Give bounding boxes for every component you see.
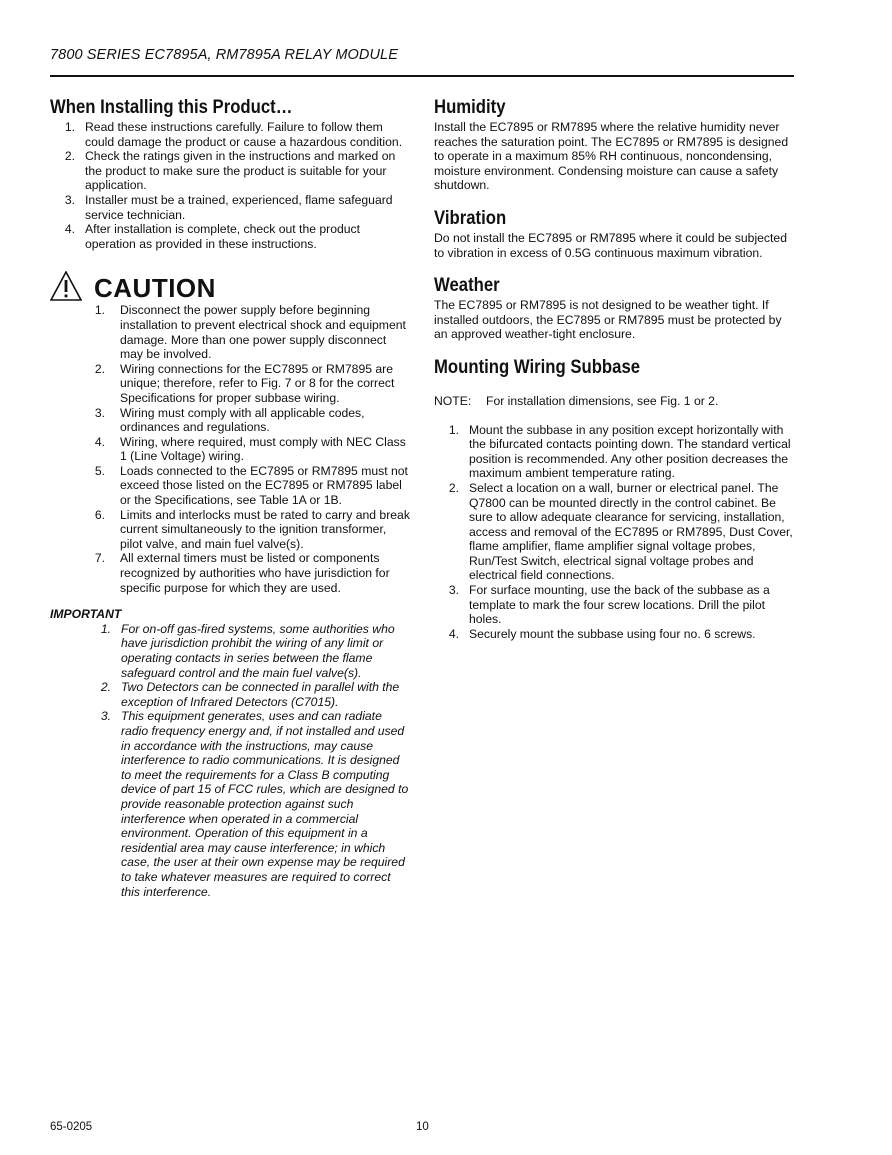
list-item: 2. Wiring connections for the EC7895 or RM7895 are unique; therefore, refer to Fig. 7 or 8 for the correct Specifications for proper subbase wiring. [94,361,395,405]
page-number: 10 [416,1121,429,1133]
weather-text: The EC7895 or RM7895 is not designed to be weather tight. If installed outdoors, the EC7895 or RM7895 must be protected by an approved weather-tight enclosure. [434,298,782,342]
list-item: 3. This equipment generates, uses and can radiate radio frequency energy and, if not installed and used in accordance with the instructions, may cause interference to radio communications. It is designed to meet the requirements for a Class B computing device of part 15 of FCC rules, which are designed to provide reasonable protection against such interference when operated in a commercial environment. Operation of this equipment in a residential area may cause interference; in which case, the user at their own expense may be required to take whatever measures are required to correct this interference. [100,709,409,899]
header-title: 7800 SERIES EC7895A, RM7895A RELAY MODULE [50,47,398,63]
installing-list [50,120,410,251]
installing-heading: When Installing this Product… [50,97,293,118]
page-header [50,47,794,77]
vibration-heading: Vibration [434,207,507,229]
document-number: 65-0205 [50,1121,93,1133]
humidity-heading: Humidity [434,97,506,118]
list-item: 1. Read these instructions carefully. Failure to follow them could damage the product or cause a hazardous condition. [64,120,403,149]
caution-header [50,271,410,307]
list-item: 6. Limits and interlocks must be rated to carry and break current simultaneously to the ignition transformer, pilot valve, and main fuel valve(s). [94,507,410,551]
mounting-note [434,394,796,409]
list-item: 2. Select a location on a wall, burner or electrical panel. The Q7800 can be mounted directly in the control cabinet. Be sure to allow adequate clearance for servicing, installation, access and removal of the EC7895 or RM7895, Dust Cover, flame amplifier, flame amplifier signal voltage probes, Run/Test Switch, electrical signal voltage probes and electrical field connections. [448,480,793,583]
list-item: 3. Installer must be a trained, experienced, flame safeguard service technician. [64,192,393,222]
weather-section [434,274,796,342]
important-heading: IMPORTANT [50,607,122,622]
list-item: 7. All external timers must be listed or components recognized by authorities who have jurisdiction for specific purpose for which they are used. [94,551,390,595]
list-item: 4. Securely mount the subbase using four no. 6 screws. [448,626,756,641]
caution-title: CAUTION [94,273,216,304]
mounting-heading: Mounting Wiring Subbase [434,356,641,378]
installing-section [50,96,410,251]
humidity-section [434,96,796,193]
list-item: 2. Check the ratings given in the instructions and marked on the product to make sure the product is suitable for your application. [64,149,396,193]
left-column [50,96,410,899]
vibration-text: Do not install the EC7895 or RM7895 where it could be subjected to vibration in excess of 0.5G continuous maximum vibration. [434,230,787,260]
warning-triangle-icon [50,271,82,301]
list-item: 4. After installation is complete, check out the product operation as provided in these instructions. [64,222,361,251]
list-item: 4. Wiring, where required, must comply with NEC Class 1 (Line Voltage) wiring. [94,434,406,464]
mounting-section [434,356,796,642]
list-item: 1. Disconnect the power supply before beginning installation to prevent electrical shock and equipment damage. More than one power supply disconnect may be involved. [94,303,406,362]
vibration-section [434,207,796,260]
weather-heading: Weather [434,275,500,297]
list-item: 1. For on-off gas-fired systems, some authorities who have jurisdiction prohibit the wiring of any limit or operating contacts in series between the flame safeguard control and the main fuel valve(s). [100,621,395,680]
note-label: NOTE: [434,393,472,408]
right-column [434,96,796,641]
list-item: 3. Wiring must comply with all applicable codes, ordinances and regulations. [94,405,365,435]
list-item: 1. Mount the subbase in any position except horizontally with the bifurcated contacts pointing down. The standard vertical position is recommended. Any other position decreases the maximum ambient temperature rating. [448,422,791,481]
caution-list [50,303,410,595]
list-item: 5. Loads connected to the EC7895 or RM7895 must not exceed those listed on the EC7895 or RM7895 label or the Specifications, see Table 1A or 1B. [94,463,408,508]
note-text: For installation dimensions, see Fig. 1 or 2. [486,393,719,408]
humidity-text: Install the EC7895 or RM7895 where the relative humidity never reaches the saturation point. The EC7895 or RM7895 is designed to operate in a maximum 85% RH continuous, noncondensing, moisture environment. Condensing moisture can cause a safety shutdown. [434,120,789,193]
mounting-list [434,423,796,642]
list-item: 2. Two Detectors can be connected in parallel with the exception of Infrared Detectors (C7015). [100,680,400,709]
list-item: 3. For surface mounting, use the back of the subbase as a template to mark the four screw locations. Drill the pilot holes. [448,583,770,627]
important-list [50,622,410,899]
